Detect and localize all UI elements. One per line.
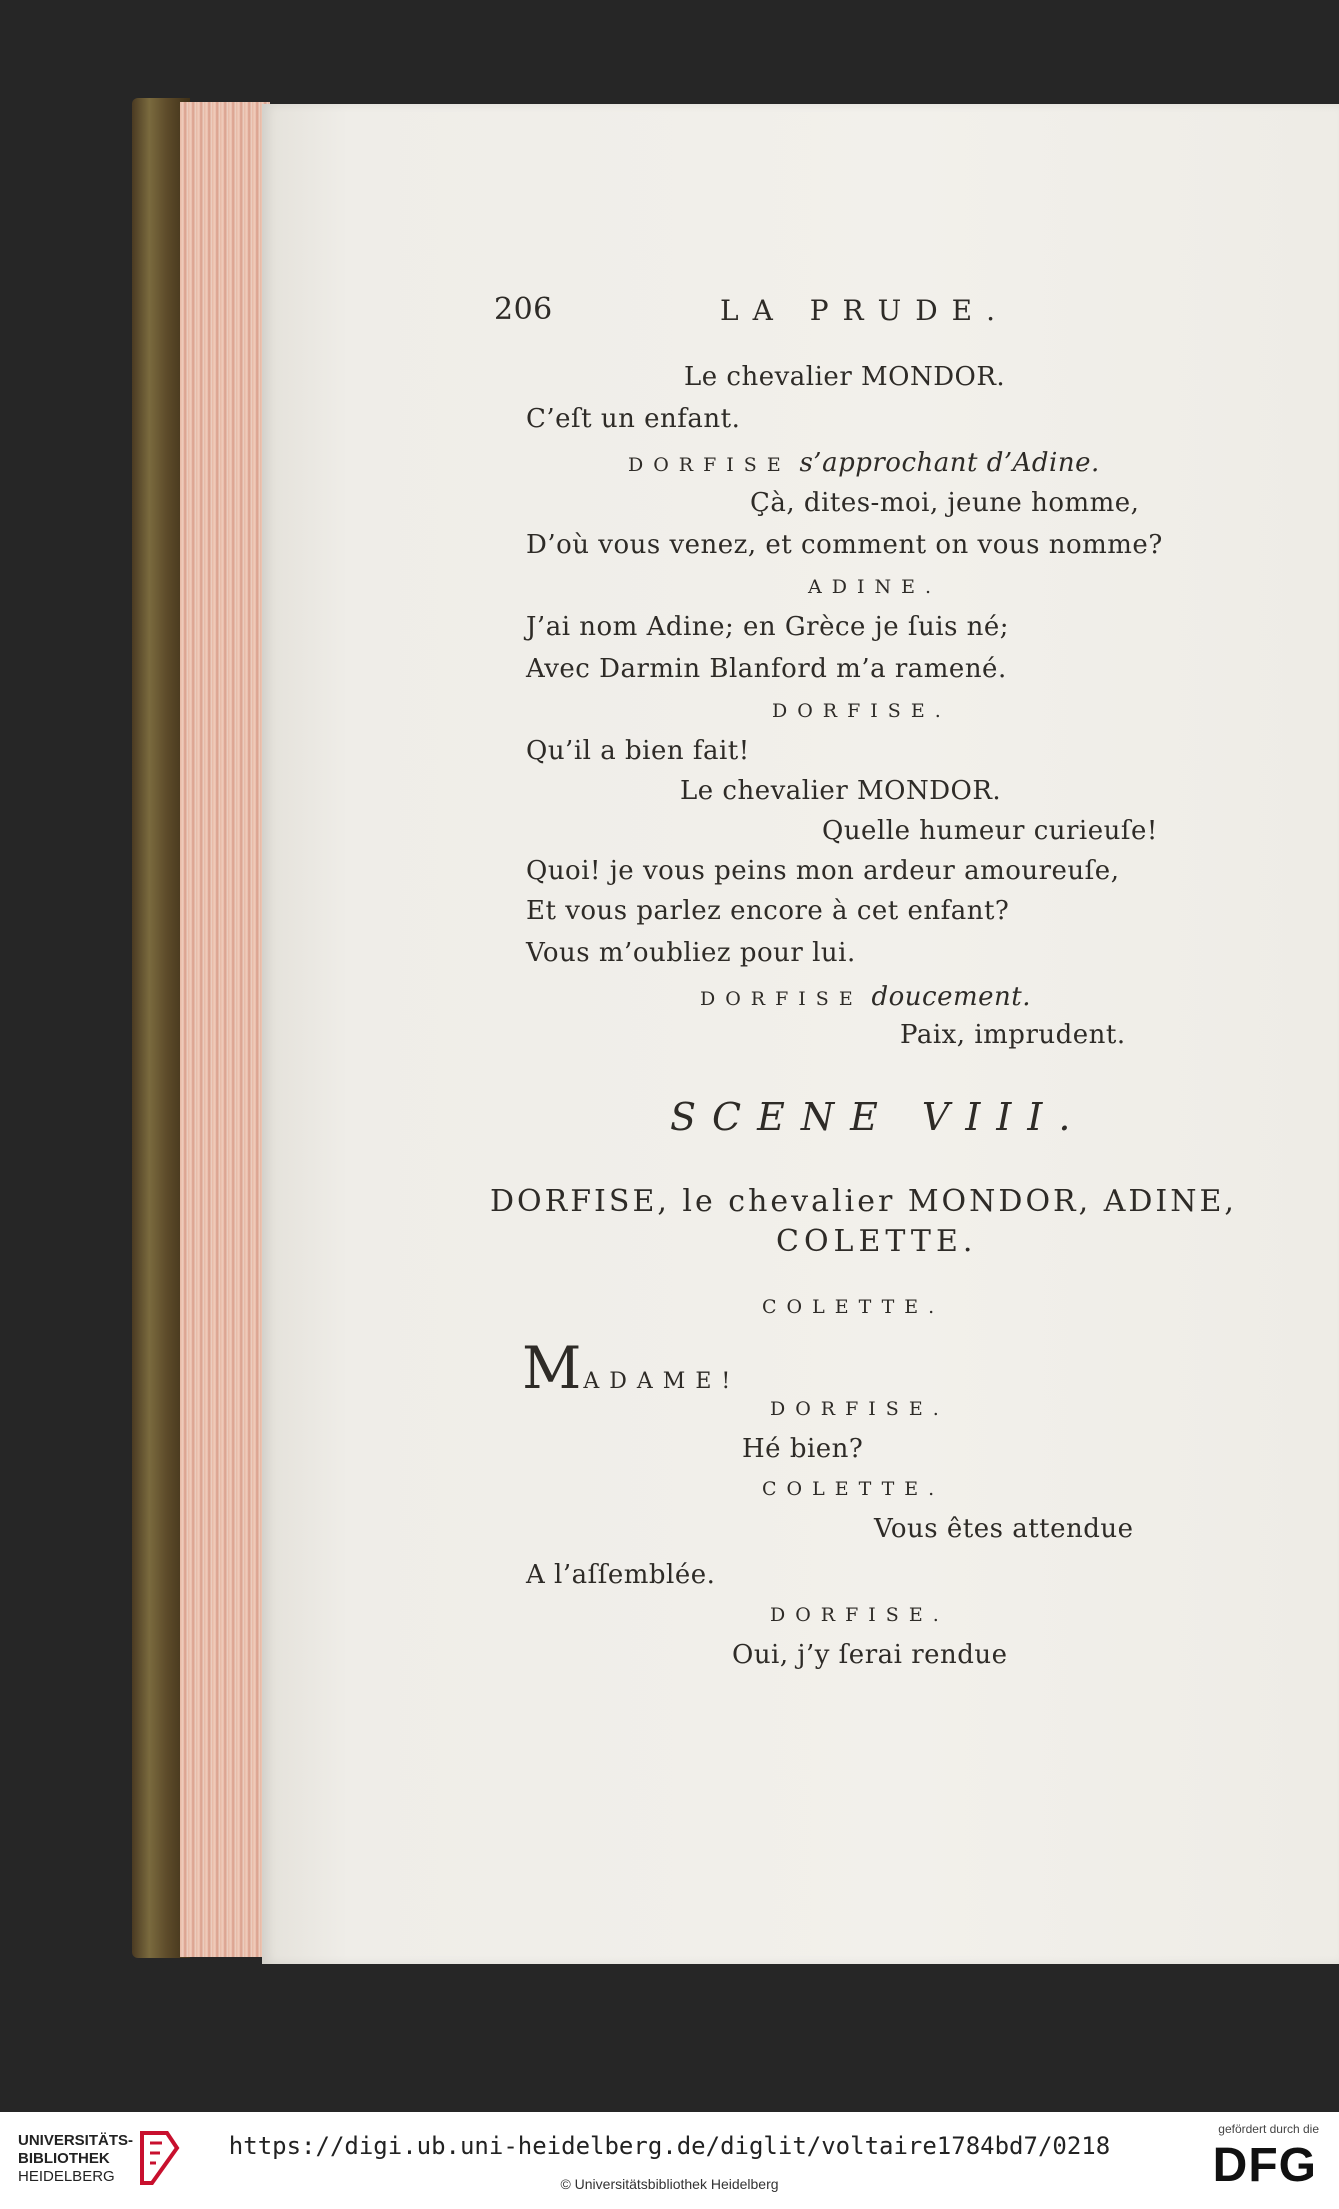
speaker-line: Le chevalier MONDOR. xyxy=(684,362,1006,392)
verse-line: Vous êtes attendue xyxy=(874,1514,1134,1544)
drop-capital: M xyxy=(522,1334,584,1402)
verse-line: MADAME! xyxy=(522,1334,741,1402)
verse-line: A l’aſſemblée. xyxy=(526,1560,716,1590)
verse-line: J’ai nom Adine; en Grèce je ſuis né; xyxy=(526,612,1010,642)
verse-line: Quelle humeur curieuſe! xyxy=(822,816,1158,846)
scene-heading: SCENE VIII. xyxy=(670,1095,1087,1139)
verse-line: Paix, imprudent. xyxy=(900,1020,1126,1050)
speaker-line: DORFISE. xyxy=(772,700,951,722)
speaker-line: COLETTE. xyxy=(762,1478,945,1500)
verse-line: Hé bien? xyxy=(742,1434,864,1464)
speaker-line xyxy=(628,448,1100,478)
speaker-name: DORFISE xyxy=(628,454,791,476)
page-edges xyxy=(180,102,270,1957)
viewer-footer xyxy=(0,2112,1339,2209)
stage-direction: s’approchant d’Adine. xyxy=(799,448,1100,478)
verse-line: Çà, dites-moi, jeune homme, xyxy=(750,488,1140,518)
verse-line: D’où vous venez, et comment on vous nomme? xyxy=(526,530,1163,560)
speaker-name: DORFISE xyxy=(700,988,863,1010)
verse-line: Oui, j’y ſerai rendue xyxy=(732,1640,1008,1670)
speaker-line: ADINE. xyxy=(808,576,941,598)
page-number: 206 xyxy=(494,292,553,327)
speaker-line: DORFISE. xyxy=(770,1604,949,1626)
character-list: COLETTE. xyxy=(776,1224,978,1259)
verse-line: Quoi! je vous peins mon ardeur amoureuſe, xyxy=(526,856,1120,886)
library-logo[interactable]: UNIVERSITÄTS- BIBLIOTHEK HEIDELBERG xyxy=(18,2132,134,2185)
funding-label: gefördert durch die xyxy=(1218,2122,1319,2136)
verse-line: C’eſt un enfant. xyxy=(526,404,741,434)
verse-line: Vous m’oubliez pour lui. xyxy=(526,938,856,968)
character-list: DORFISE, le chevalier MONDOR, ADINE, xyxy=(490,1184,1237,1219)
speaker-line: DORFISE. xyxy=(770,1398,949,1420)
speaker-line: Le chevalier MONDOR. xyxy=(680,776,1002,806)
stage-direction: doucement. xyxy=(871,982,1031,1012)
running-head: LA PRUDE. xyxy=(720,294,1010,327)
dfg-logo[interactable]: DFG xyxy=(1212,2139,1317,2192)
speaker-line xyxy=(700,982,1031,1012)
copyright-notice: © Universitätsbibliothek Heidelberg xyxy=(560,2176,779,2192)
permalink-url[interactable]: https://digi.ub.uni-heidelberg.de/diglit/voltaire1784bd7/0218 xyxy=(228,2132,1111,2160)
speaker-line: COLETTE. xyxy=(762,1296,945,1318)
verse-line: Qu’il a bien fait! xyxy=(526,736,750,766)
verse-line: Et vous parlez encore à cet enfant? xyxy=(526,896,1010,926)
verse-line: Avec Darmin Blanford m’a ramené. xyxy=(526,654,1007,684)
